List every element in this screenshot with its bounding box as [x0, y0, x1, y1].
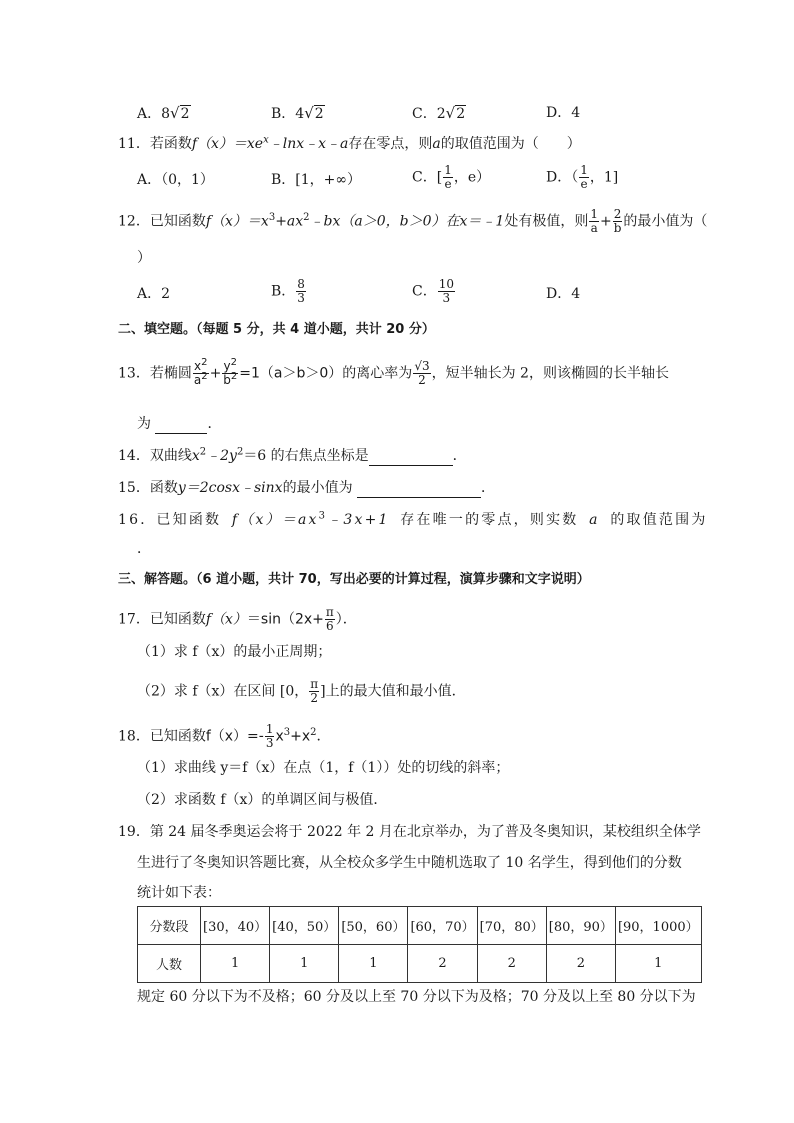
table-cell: [80，90）	[546, 907, 615, 945]
q12-option-b: B． $\frac{8}{3}$	[271, 277, 305, 305]
table-cell: 2	[408, 945, 477, 983]
table-cell: 1	[270, 945, 339, 983]
q11-option-d: D．（ $\frac{1}{e}$ ，1]	[546, 163, 619, 191]
score-distribution-table	[137, 906, 702, 983]
q19-line-4: 规定 60 分以下为不及格；60 分及以上至 70 分以下为及格；70 分及以上至 80 分以下为	[137, 989, 696, 1005]
table-cell: 1	[615, 945, 701, 983]
q12-option-c: C． $\frac{10}{3}$	[412, 277, 454, 305]
table-cell: [40，50）	[270, 907, 339, 945]
q17-stem: 17．已知函数f（x）＝sin（2x+ $\frac{\pi}{6}$ ）．	[118, 605, 357, 633]
table-header-label: 分数段	[138, 907, 201, 945]
q15-answer-blank[interactable]	[357, 483, 481, 498]
q15-stem: 15．函数y＝2cosx﹣sinx的最小值为 ．	[118, 480, 496, 496]
q17-part-1: （1）求 f（x）的最小正周期；	[137, 644, 332, 660]
q10-option-d: D．4	[546, 105, 581, 121]
q17-part-2: （2）求 f（x）在区间 [0， $\frac{\pi}{2}$ ]上的最大值和最小值．	[137, 677, 466, 705]
q14-answer-blank[interactable]	[369, 451, 453, 466]
q18-stem: 18．已知函数f（x）=- $\frac{1}{3}$ $x^3+x^2$．	[118, 722, 331, 750]
q11-stem: 11．若函数$f(x)=xe^x﹣\ln x﹣x﹣a$存在零点，则a的取值范围为（ ）	[118, 134, 581, 152]
q12-option-d: D．4	[546, 286, 581, 302]
q12-stem: 12．已知函数$f(x)=x^3+ax^2﹣bx(a>0$，b＞0）在x＝﹣1处有极值，则 $\frac{1}{a}$ + $\frac{2}{b}$ 的最小值为（	[118, 207, 708, 235]
section-fill-in-heading: 二、填空题。（每题 5 分，共 4 道小题，共计 20 分）	[118, 322, 435, 337]
q16-stem: 16．已知函数 $f(x)=ax^3﹣3x+1$ 存在唯一的零点，则实数 a 的取值范围为	[118, 510, 708, 528]
table-cell: 2	[546, 945, 615, 983]
q19-line-2: 生进行了冬奥知识答题比赛，从全校众多学生中随机选取了 10 名学生，得到他们的分数	[137, 855, 682, 871]
q19-line-1: 19．第 24 届冬季奥运会将于 2022 年 2 月在北京举办，为了普及冬奥知识，某校组织全体学	[118, 824, 701, 840]
q10-option-c: C．2√2	[412, 104, 466, 122]
q13-stem: 13．若椭圆 $\frac{x^2}{a^2}$ + $\frac{y^2}{b^2}$ =1（a＞b＞0）的离心率为 $\frac{√3}{2}$ ，短半轴长为 2，则该椭圆的长半轴长	[118, 357, 669, 387]
q12-stem-close: ）	[137, 250, 151, 266]
q18-part-1: （1）求曲线 y＝f（x）在点（1，f（1））处的切线的斜率；	[137, 760, 510, 776]
q16-stem-end: ．	[137, 541, 151, 557]
table-row-label: 人数	[138, 945, 201, 983]
table-cell: [60，70）	[408, 907, 477, 945]
q11-option-a: A．（0，1）	[137, 172, 214, 188]
q13-answer-line: 为 ．	[137, 416, 222, 432]
table-row	[138, 907, 702, 945]
table-row	[138, 945, 702, 983]
table-cell: 1	[201, 945, 270, 983]
section-solve-heading: 三、解答题。（6 道小题，共计 70，写出必要的计算过程，演算步骤和文字说明）	[118, 572, 590, 587]
table-cell: [30，40）	[201, 907, 270, 945]
q11-option-b: B．[1，+∞）	[271, 172, 362, 188]
q18-part-2: （2）求函数 f（x）的单调区间与极值．	[137, 792, 388, 808]
table-cell: [70，80）	[477, 907, 546, 945]
q12-option-a: A．2	[137, 286, 171, 302]
q14-stem: 14．双曲线$x^2﹣2y^2=6$ 的右焦点坐标是 ．	[118, 446, 467, 464]
q19-line-3: 统计如下表：	[137, 885, 221, 901]
q13-answer-blank[interactable]	[155, 419, 207, 434]
q11-option-c: C．[ $\frac{1}{e}$ ，e）	[412, 163, 491, 191]
table-cell: [90，1000）	[615, 907, 701, 945]
table-cell: [50，60）	[339, 907, 408, 945]
table-cell: 2	[477, 945, 546, 983]
q10-option-a: A．8√2	[137, 104, 190, 122]
table-cell: 1	[339, 945, 408, 983]
q10-option-b: B．4√2	[271, 104, 324, 122]
